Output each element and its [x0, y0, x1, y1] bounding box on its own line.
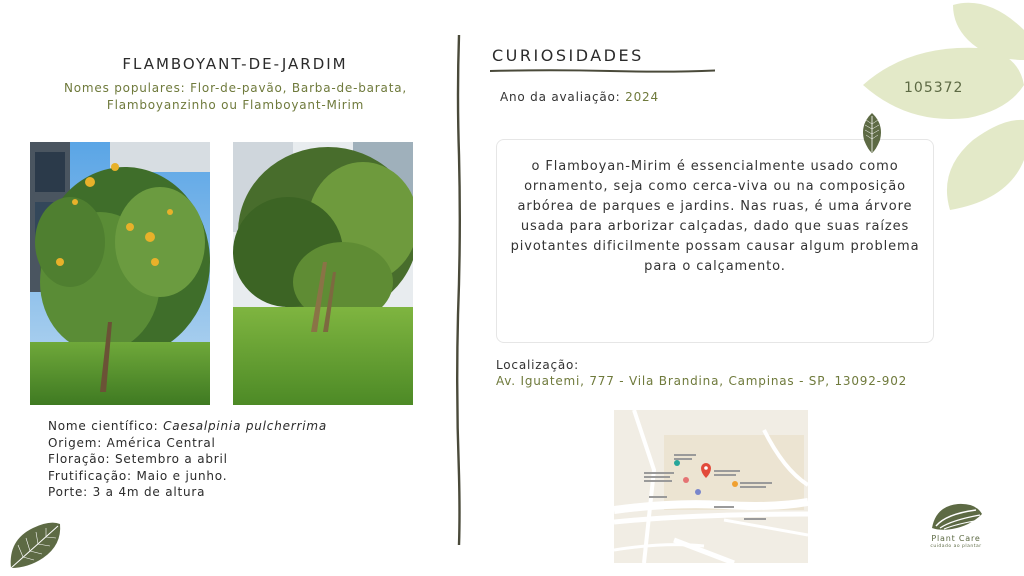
- origin: Origem: América Central: [48, 435, 216, 450]
- plant-care-logo: [922, 500, 990, 560]
- popular-names-line-2: Flamboyanzinho ou Flamboyant-Mirim: [106, 98, 365, 112]
- plant-title: FLAMBOYANT-DE-JARDIM: [122, 55, 348, 73]
- plant-code: 105372: [904, 80, 964, 96]
- evaluation-year-value: 2024: [625, 90, 659, 104]
- plant-facts: [48, 418, 327, 501]
- leaf-icon: [860, 112, 884, 154]
- logo-brand: Plant Care: [931, 534, 981, 543]
- scientific-name-label: Nome científico:: [48, 419, 164, 433]
- scientific-name: [48, 418, 327, 435]
- fruiting: Frutificação: Maio e junho.: [48, 468, 228, 483]
- plant-photo-1: [30, 142, 210, 405]
- flowering: Floração: Setembro a abril: [48, 452, 228, 466]
- curiosities-title: CURIOSIDADES: [492, 46, 644, 65]
- leaf-corner-icon: [8, 520, 62, 570]
- column-divider: [453, 35, 465, 545]
- location-map: [614, 410, 808, 563]
- plant-photo-2: [233, 142, 413, 405]
- curiosities-text: o Flamboyan-Mirim é essencialmente usado como ornamento, seja como cerca-viva ou na composição arbórea de parques e jardins. Nas ruas, é uma árvore usada para arborizar calçadas, dado que suas raízes pivotantes dificilmente possam causar algum problema para o calçamento.: [510, 159, 920, 274]
- evaluation-year-label: Ano da avaliação:: [500, 90, 626, 104]
- plant-care-logo-icon: [922, 500, 990, 534]
- popular-names-line-1: Nomes populares: Flor-de-pavão, Barba-de-barata,: [64, 81, 407, 95]
- scientific-name-value: Caesalpinia pulcherrima: [163, 419, 328, 433]
- size: Porte: 3 a 4m de altura: [48, 485, 206, 499]
- logo-tagline: cuidado ao plantar: [930, 544, 982, 549]
- popular-names: [48, 80, 423, 114]
- location-address: Av. Iguatemi, 777 - Vila Brandina, Campinas - SP, 13092-902: [496, 374, 908, 388]
- location-label: Localização:: [496, 358, 580, 372]
- evaluation-year: [500, 90, 659, 104]
- curiosities-underline: [490, 68, 715, 74]
